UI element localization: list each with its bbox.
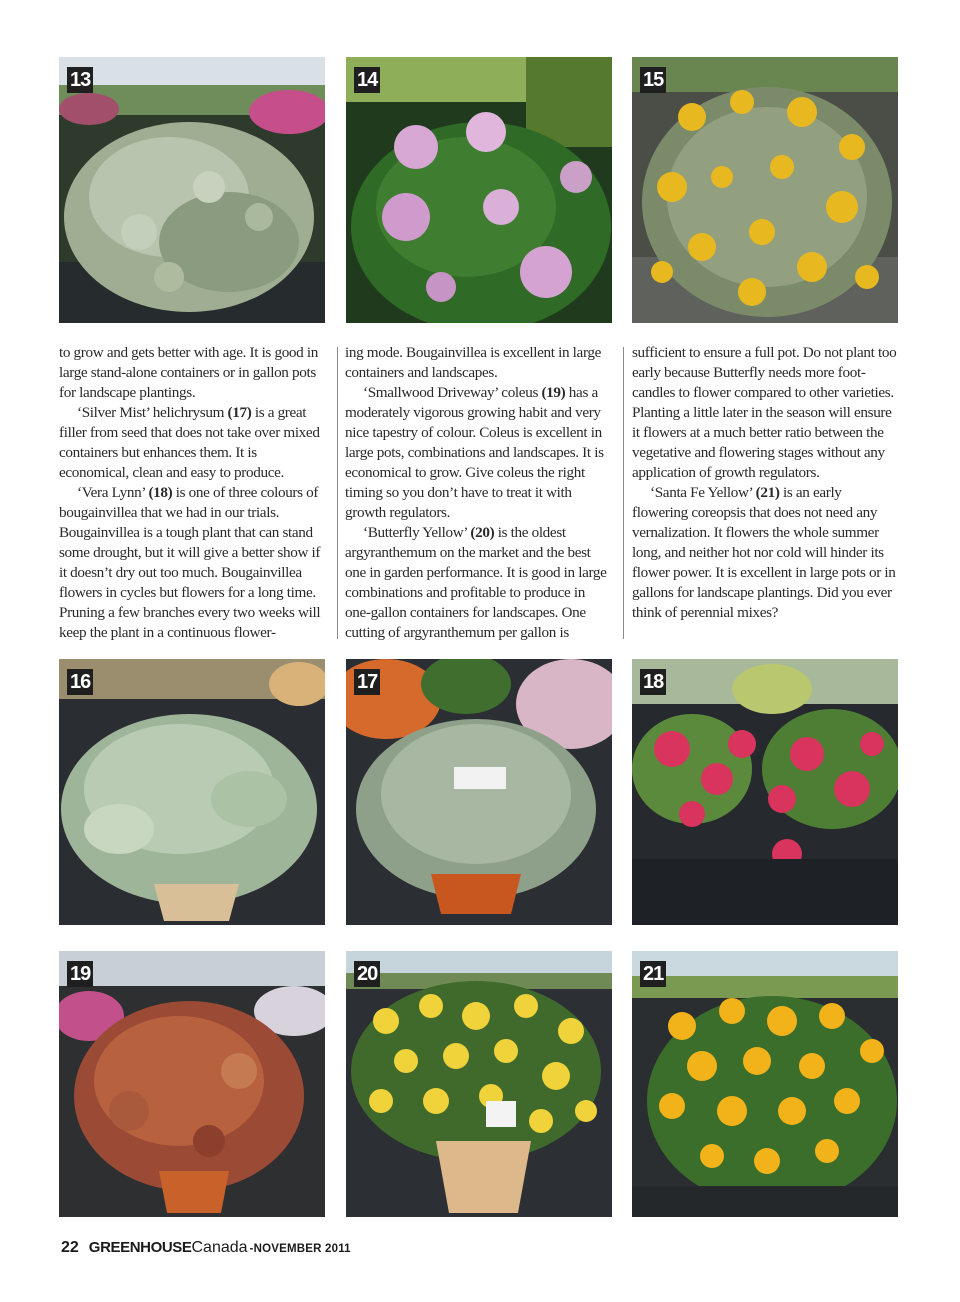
magazine-name-bold: GREENHOUSE xyxy=(88,1239,192,1256)
figure-reference: (20) xyxy=(470,524,495,541)
photo-19-coleus xyxy=(59,951,325,1217)
text-column-3 xyxy=(632,343,900,623)
page-footer xyxy=(61,1239,351,1263)
text-column-2 xyxy=(345,343,613,643)
separator: - xyxy=(249,1243,254,1255)
photo-17-image xyxy=(346,659,612,925)
photo-number: 15 xyxy=(640,67,666,93)
photo-14-image xyxy=(346,57,612,323)
photo-20-argyranthemum xyxy=(346,951,612,1217)
photo-18-bougainvillea xyxy=(632,659,898,925)
figure-reference: (19) xyxy=(541,384,566,401)
photo-number: 20 xyxy=(354,961,380,987)
photo-18-image xyxy=(632,659,898,925)
photo-number: 21 xyxy=(640,961,666,987)
photo-number: 16 xyxy=(67,669,93,695)
paragraph xyxy=(345,523,613,643)
photo-number: 18 xyxy=(640,669,666,695)
text-run: ‘Santa Fe Yellow’ xyxy=(650,484,756,501)
photo-number: 14 xyxy=(354,67,380,93)
paragraph xyxy=(632,343,900,483)
magazine-name-regular: Canada xyxy=(191,1239,248,1256)
photo-20-image xyxy=(346,951,612,1217)
photo-13-image xyxy=(59,57,325,323)
photo-21-coreopsis xyxy=(632,951,898,1217)
paragraph xyxy=(345,343,613,383)
paragraph xyxy=(632,483,900,623)
column-divider xyxy=(337,347,338,639)
figure-reference: (21) xyxy=(755,484,780,501)
figure-reference: (17) xyxy=(227,404,252,421)
photo-19-image xyxy=(59,951,325,1217)
text-run: is the oldest argyranthemum on the market and the best one in garden performance. It is good in large combinations and profitable to produce in one-gallon containers for landscapes. One cutting of argyranthemum per gallon is xyxy=(345,524,607,641)
figure-reference: (18) xyxy=(148,484,173,501)
paragraph xyxy=(345,383,613,523)
text-run: is an early flowering coreopsis that does not need any vernalization. It flowers the whole summer long, and neither hot nor cold will hinder its flower power. It is excellent in large pots or in gallons for landscape plantings. Did you ever think of perennial mixes? xyxy=(632,484,896,621)
text-column-1 xyxy=(59,343,327,643)
text-run: ‘Smallwood Driveway’ coleus xyxy=(363,384,542,401)
photo-13-silver-plectranthus xyxy=(59,57,325,323)
photo-number: 13 xyxy=(67,67,93,93)
photo-number: 17 xyxy=(354,669,380,695)
column-divider xyxy=(623,347,624,639)
paragraph xyxy=(59,403,327,483)
photo-14-pentas xyxy=(346,57,612,323)
photo-number: 19 xyxy=(67,961,93,987)
text-run: ing mode. Bougainvillea is excellent in large containers and landscapes. xyxy=(345,344,602,381)
paragraph xyxy=(59,343,327,403)
text-run: ‘Vera Lynn’ xyxy=(77,484,149,501)
page-number: 22 xyxy=(61,1239,79,1256)
photo-15-yellow-helichrysum xyxy=(632,57,898,323)
issue-date: NOVEMBER 2011 xyxy=(253,1243,351,1255)
photo-15-image xyxy=(632,57,898,323)
text-run: ‘Silver Mist’ helichrysum xyxy=(77,404,228,421)
photo-16-image xyxy=(59,659,325,925)
photo-17-silver-mist-helichrysum xyxy=(346,659,612,925)
text-run: is one of three colours of bougainvillea that we had in our trials. Bougainvillea is a tough plant that can stand some drought, but it will give a better show if it doesn’t dry out too much. Bougainvillea flowers in cycles but flowers for a long time. Pruning a few branches every two weeks will keep the plant in a continuous flower- xyxy=(59,484,321,641)
photo-16-stachys xyxy=(59,659,325,925)
text-run: to grow and gets better with age. It is good in large stand-alone containers or in gallon pots for landscape plantings. xyxy=(59,344,318,401)
text-run: ‘Butterfly Yellow’ xyxy=(363,524,471,541)
paragraph xyxy=(59,483,327,643)
text-run: is a great filler from seed that does not take over mixed containers but enhances them. It is economical, clean and easy to produce. xyxy=(59,404,320,481)
text-run: has a moderately vigorous growing habit and very nice tapestry of colour. Coleus is excellent in large pots, combinations and landscapes. It is economical to grow. Give coleus the right timing so you don’t have to treat it with growth regulators. xyxy=(345,384,604,521)
photo-21-image xyxy=(632,951,898,1217)
text-run: sufficient to ensure a full pot. Do not plant too early because Butterfly needs more foot-candles to flower compared to other varieties. Planting a little later in the season will ensure it flowers at a much better ratio between the vegetative and flowering stages without any application of growth regulators. xyxy=(632,344,897,481)
